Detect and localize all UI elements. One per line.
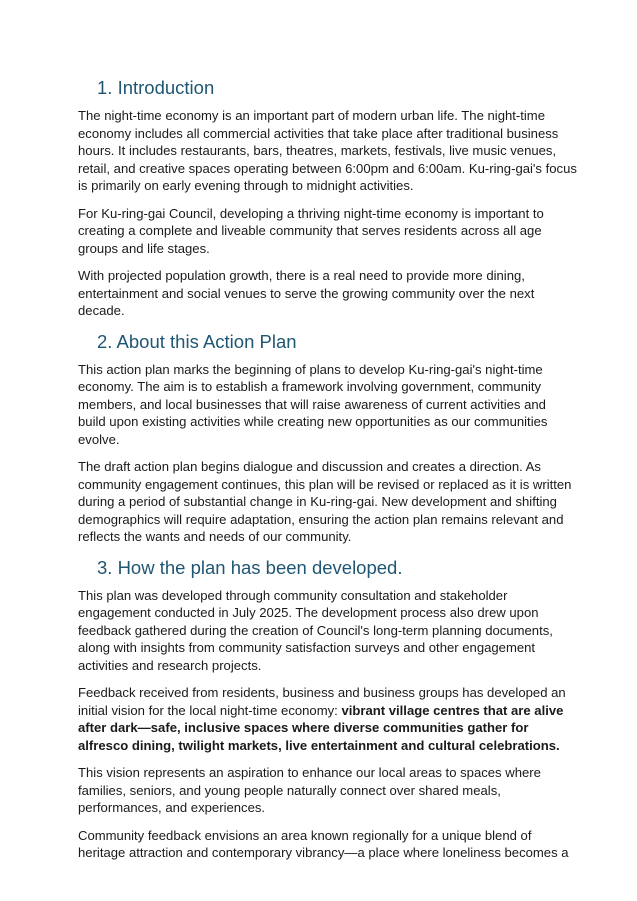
section-how-developed: [78, 556, 577, 862]
section-heading-about-action-plan: 2. About this Action Plan: [97, 330, 297, 352]
section-heading-how-developed: 3. How the plan has been developed.: [97, 556, 403, 578]
vision-intro-text: Feedback received from residents, business and business groups has developed an initial vision for the local night-time economy:: [78, 685, 566, 718]
paragraph: This plan was developed through community consultation and stakeholder engagement conducted in July 2025. The development process also drew upon feedback gathered during the creation of Council's long-term planning documents, along with insights from community satisfaction surveys and other engagement activities and research projects.: [78, 587, 553, 673]
section-introduction: [78, 76, 577, 320]
section-about-action-plan: [78, 330, 577, 546]
vision-statement: vibrant village centres that are alive after dark—safe, inclusive spaces where diverse communities gather for alfresco dining, twilight markets, live entertainment and cultural celebrations.: [78, 702, 564, 753]
paragraph: This action plan marks the beginning of plans to develop Ku-ring-gai's night-time economy. The aim is to establish a framework involving government, community members, and local businesses that will raise awareness of current activities and build upon existing activities while creating new opportunities as our communities evolve.: [78, 361, 548, 447]
section-heading-introduction: 1. Introduction: [97, 77, 215, 98]
paragraph: The night-time economy is an important part of modern urban life. The night-time economy includes all commercial activities that take place after traditional business hours. It includes restaurants, bars, theatres, markets, festivals, live music venues, retail, and creative spaces operating between 6:00pm and 6:00am. Ku-ring-gai's focus is primarily on early evening through to midnight activities.: [78, 108, 577, 193]
paragraph: Community feedback envisions an area known regionally for a unique blend of heritage attraction and contemporary vibrancy—a place where loneliness becomes a: [78, 827, 569, 860]
paragraph: The draft action plan begins dialogue and discussion and creates a direction. As community engagement continues, this plan will be revised or replaced as it is written during a period of substantial change in Ku-ring-gai. New development and shifting demographics will require adaptation, ensuring the action plan remains relevant and reflects the wants and needs of our community.: [78, 459, 572, 544]
paragraph: For Ku-ring-gai Council, developing a thriving night-time economy is important to creating a complete and liveable community that serves residents across all age groups and life stages.: [78, 205, 544, 256]
vision-paragraph: [78, 684, 577, 754]
paragraph: This vision represents an aspiration to enhance our local areas to spaces where families, seniors, and young people naturally connect over shared meals, performances, and experiences.: [78, 765, 541, 815]
paragraph: With projected population growth, there is a real need to provide more dining, entertainment and social venues to serve the growing community over the next decade.: [78, 268, 535, 318]
